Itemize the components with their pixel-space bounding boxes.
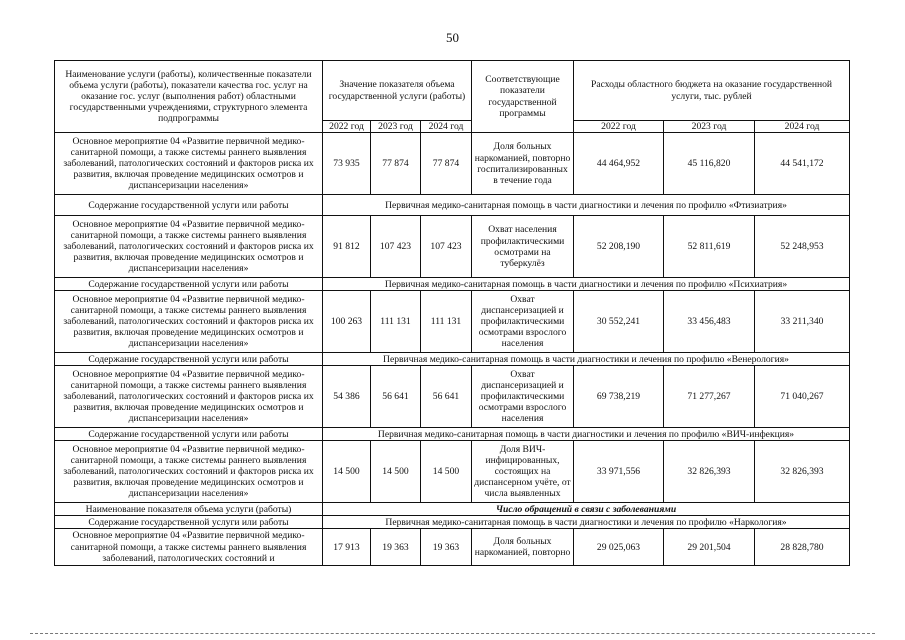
expense-2024: 71 040,267 (755, 366, 850, 428)
program-indicator: Охват диспансеризацией и профилактическими осмотрами взрослого населения (472, 291, 574, 353)
expense-2022: 69 738,219 (574, 366, 664, 428)
volume-2024: 19 363 (421, 529, 472, 566)
expense-2023: 29 201,504 (664, 529, 755, 566)
content-row (55, 428, 850, 441)
expense-2023: 45 116,820 (664, 133, 755, 195)
volume-2023: 111 131 (371, 291, 421, 353)
content-label: Содержание государственной услуги или работы (55, 428, 323, 441)
expense-2023: 52 811,619 (664, 216, 755, 278)
year-2024: 2024 год (421, 121, 472, 133)
activity-cell: Основное мероприятие 04 «Развитие первичной медико-санитарной помощи, а также системы раннего выявления заболеваний, патологических состояний и факторов риска их развития, включая проведение медицинских осмотров и диспансеризации населения» (55, 216, 323, 278)
program-indicator: Охват населения профилактическими осмотрами на туберкулёз (472, 216, 574, 278)
volume-2022: 73 935 (323, 133, 371, 195)
content-row (55, 278, 850, 291)
program-indicator: Доля больных наркоманией, повторно (472, 529, 574, 566)
table-row (55, 441, 850, 503)
program-indicator: Охват диспансеризацией и профилактическими осмотрами взрослого населения (472, 366, 574, 428)
volume-2022: 100 263 (323, 291, 371, 353)
content-label: Содержание государственной услуги или работы (55, 516, 323, 529)
volume-2022: 91 812 (323, 216, 371, 278)
volume-2023: 107 423 (371, 216, 421, 278)
content-row (55, 353, 850, 366)
table-row (55, 291, 850, 353)
activity-cell: Основное мероприятие 04 «Развитие первичной медико-санитарной помощи, а также системы раннего выявления заболеваний, патологических состояний и факторов риска их развития, включая проведение медицинских осмотров и диспансеризации населения» (55, 291, 323, 353)
content-row (55, 516, 850, 529)
expense-year-2023: 2023 год (664, 121, 755, 133)
expense-year-2022: 2022 год (574, 121, 664, 133)
content-label: Содержание государственной услуги или работы (55, 278, 323, 291)
volume-2023: 14 500 (371, 441, 421, 503)
volume-2023: 56 641 (371, 366, 421, 428)
volume-2024: 14 500 (421, 441, 472, 503)
expense-2022: 44 464,952 (574, 133, 664, 195)
content-value: Первичная медико-санитарная помощь в части диагностики и лечения по профилю «Венерология» (323, 353, 850, 366)
volume-2024: 111 131 (421, 291, 472, 353)
content-row (55, 195, 850, 216)
volume-2024: 77 874 (421, 133, 472, 195)
header-expenses: Расходы областного бюджета на оказание государственной услуги, тыс. рублей (574, 61, 850, 121)
volume-value: Число обращений в связи с заболеваниями (323, 503, 850, 516)
header-service-name: Наименование услуги (работы), количественные показатели объема услуги (работы), показатели качества гос. услуг на оказание гос. услуг (выполнения работ) областными государственными учреждениями, структурного элемента подпрограммы (55, 61, 323, 133)
table-row (55, 366, 850, 428)
volume-label: Наименование показателя объема услуги (работы) (55, 503, 323, 516)
content-value: Первичная медико-санитарная помощь в части диагностики и лечения по профилю «Фтизиатрия» (323, 195, 850, 216)
expense-2024: 52 248,953 (755, 216, 850, 278)
scan-edge-line (30, 633, 875, 635)
year-2023: 2023 год (371, 121, 421, 133)
table-row (55, 216, 850, 278)
expense-2022: 33 971,556 (574, 441, 664, 503)
expense-2024: 44 541,172 (755, 133, 850, 195)
table-row (55, 529, 850, 566)
expense-2022: 30 552,241 (574, 291, 664, 353)
header-row (55, 61, 850, 121)
header-indicator-value: Значение показателя объема государственной услуги (работы) (323, 61, 472, 121)
volume-2022: 54 386 (323, 366, 371, 428)
activity-cell: Основное мероприятие 04 «Развитие первичной медико-санитарной помощи, а также системы раннего выявления заболеваний, патологических состояний и (55, 529, 323, 566)
volume-2024: 56 641 (421, 366, 472, 428)
expense-2023: 71 277,267 (664, 366, 755, 428)
page-number: 50 (446, 30, 459, 45)
volume-2022: 14 500 (323, 441, 371, 503)
program-indicator: Доля больных наркоманией, повторно госпитализированных в течение года (472, 133, 574, 195)
expense-2023: 33 456,483 (664, 291, 755, 353)
volume-2022: 17 913 (323, 529, 371, 566)
year-2022: 2022 год (323, 121, 371, 133)
volume-indicator-row (55, 503, 850, 516)
volume-2023: 19 363 (371, 529, 421, 566)
header-program-indicators: Соответствующие показатели государственной программы (472, 61, 574, 133)
content-value: Первичная медико-санитарная помощь в части диагностики и лечения по профилю «Психиатрия» (323, 278, 850, 291)
expense-2023: 32 826,393 (664, 441, 755, 503)
table-row (55, 133, 850, 195)
program-indicator: Доля ВИЧ-инфицированных, состоящих на диспансерном учёте, от числа выявленных (472, 441, 574, 503)
volume-2023: 77 874 (371, 133, 421, 195)
content-value: Первичная медико-санитарная помощь в части диагностики и лечения по профилю «ВИЧ-инфекция» (323, 428, 850, 441)
content-value: Первичная медико-санитарная помощь в части диагностики и лечения по профилю «Наркология» (323, 516, 850, 529)
content-label: Содержание государственной услуги или работы (55, 353, 323, 366)
expense-2022: 52 208,190 (574, 216, 664, 278)
activity-cell: Основное мероприятие 04 «Развитие первичной медико-санитарной помощи, а также системы раннего выявления заболеваний, патологических состояний и факторов риска их развития, включая проведение медицинских осмотров и диспансеризации населения» (55, 133, 323, 195)
budget-table (54, 60, 850, 566)
expense-2022: 29 025,063 (574, 529, 664, 566)
activity-cell: Основное мероприятие 04 «Развитие первичной медико-санитарной помощи, а также системы раннего выявления заболеваний, патологических состояний и факторов риска их развития, включая проведение медицинских осмотров и диспансеризации населения» (55, 366, 323, 428)
volume-2024: 107 423 (421, 216, 472, 278)
expense-2024: 32 826,393 (755, 441, 850, 503)
expense-year-2024: 2024 год (755, 121, 850, 133)
content-label: Содержание государственной услуги или работы (55, 195, 323, 216)
activity-cell: Основное мероприятие 04 «Развитие первичной медико-санитарной помощи, а также системы раннего выявления заболеваний, патологических состояний и факторов риска их развития, включая проведение медицинских осмотров и диспансеризации населения» (55, 441, 323, 503)
expense-2024: 33 211,340 (755, 291, 850, 353)
expense-2024: 28 828,780 (755, 529, 850, 566)
